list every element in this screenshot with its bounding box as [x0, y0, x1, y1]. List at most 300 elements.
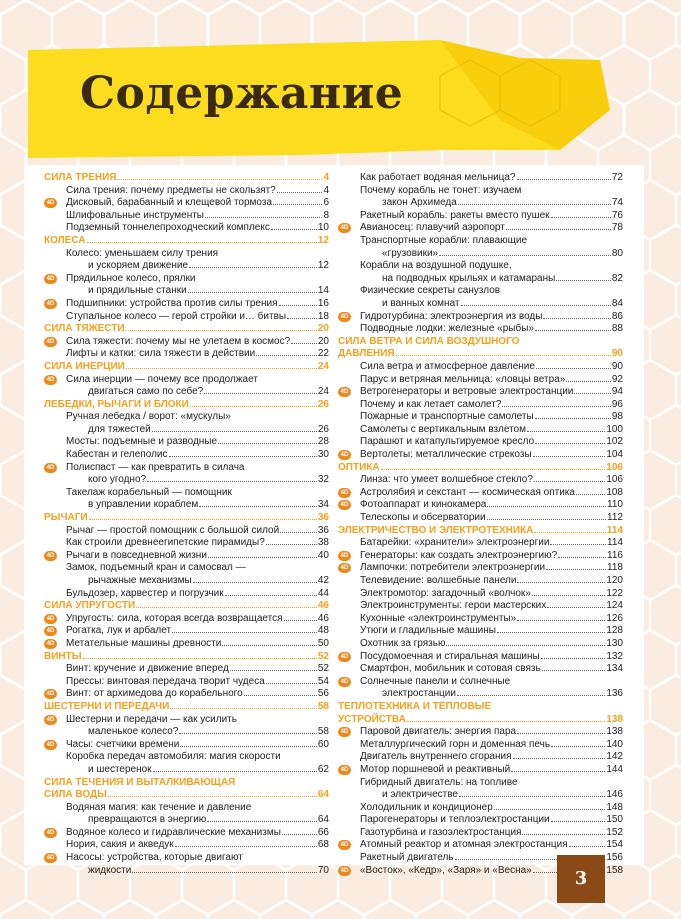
page-ref: 110: [607, 499, 623, 511]
toc-line: [338, 399, 623, 412]
leader-dots: [170, 708, 317, 709]
toc-line: [338, 613, 623, 626]
leader-dots: [179, 733, 316, 734]
leader-dots: [517, 582, 605, 583]
page-ref: 32: [317, 474, 329, 486]
entry-title: Сила трения: почему предметы не скользят?: [66, 184, 276, 196]
section-title: ОПТИКА: [338, 461, 380, 473]
toc-section[interactable]: [44, 235, 329, 248]
entry-title: Шестерни и передачи — как усилить: [66, 713, 237, 725]
toc-entry[interactable]: [44, 550, 329, 563]
leader-dots: [541, 658, 606, 659]
toc-line: [44, 197, 329, 210]
toc-entry[interactable]: [44, 210, 329, 223]
leader-dots: [407, 721, 605, 722]
toc-line: [338, 348, 623, 361]
leader-dots: [513, 758, 606, 759]
toc-entry[interactable]: [44, 562, 329, 587]
leader-dots: [153, 771, 317, 772]
toc-line: [44, 827, 329, 840]
4d-badge-icon: 4D: [338, 500, 351, 510]
toc-section[interactable]: [44, 323, 329, 336]
toc-entry[interactable]: [44, 839, 329, 852]
toc-section[interactable]: [338, 701, 623, 726]
toc-line: [338, 777, 623, 790]
toc-entry[interactable]: [44, 487, 329, 512]
toc-entry[interactable]: [44, 802, 329, 827]
toc-entry[interactable]: [338, 374, 623, 387]
4d-badge-icon: 4D: [44, 375, 57, 385]
entry-title: превращаются в энергию: [88, 814, 207, 826]
toc-line: [338, 600, 623, 613]
toc-line: [44, 185, 329, 198]
leader-dots: [527, 431, 605, 432]
page-ref: 58: [317, 700, 329, 712]
toc-line: [44, 222, 329, 235]
toc-entry[interactable]: [44, 462, 329, 487]
page-ref: 20: [317, 335, 329, 347]
toc-entry[interactable]: [44, 311, 329, 324]
page-ref: 26: [317, 398, 329, 410]
toc-line: [338, 789, 623, 802]
toc-entry[interactable]: [338, 550, 623, 563]
entry-title: рычажные механизмы: [88, 575, 192, 586]
entry-title: и ускоряем движение: [88, 260, 189, 272]
page-ref: 106: [606, 474, 623, 486]
toc-line: [338, 424, 623, 437]
entry-title: Дисковый, барабанный и клещевой тормоза: [66, 197, 273, 209]
leader-dots: [550, 544, 606, 545]
toc-entry[interactable]: [44, 852, 329, 877]
entry-title: Генераторы: как создать электроэнергию?: [360, 549, 558, 561]
toc-line: [338, 474, 623, 487]
entry-title: Нория, сакия и акведук: [66, 839, 174, 851]
toc-entry[interactable]: [338, 487, 623, 500]
leader-dots: [205, 217, 322, 218]
toc-entry[interactable]: [44, 436, 329, 449]
toc-entry[interactable]: [338, 399, 623, 412]
4d-badge-icon: 4D: [44, 614, 57, 624]
toc-entry[interactable]: [338, 663, 623, 676]
toc-line: [44, 336, 329, 349]
leader-dots: [458, 204, 611, 205]
leader-dots: [188, 292, 317, 293]
toc-entry[interactable]: [338, 436, 623, 449]
page-ref: 10: [317, 222, 329, 234]
toc-line: [44, 436, 329, 449]
leader-dots: [487, 506, 606, 507]
toc-line: [338, 273, 623, 286]
leader-dots: [506, 229, 611, 230]
entry-title: Вертолеты: металлические стрекозы: [360, 449, 532, 461]
toc-line: [338, 311, 623, 324]
leader-dots: [87, 242, 317, 243]
toc-entry[interactable]: [338, 814, 623, 827]
toc-entry[interactable]: [338, 499, 623, 512]
entry-title: Замок, подъемный кран и самосвал —: [66, 562, 246, 574]
leader-dots: [189, 267, 317, 268]
leader-dots: [190, 406, 317, 407]
toc-line: [44, 248, 329, 261]
toc-entry[interactable]: [44, 411, 329, 436]
toc-section[interactable]: [44, 600, 329, 613]
4d-badge-icon: 4D: [44, 198, 57, 208]
page-ref: 86: [611, 310, 623, 322]
4d-badge-icon: 4D: [44, 274, 57, 284]
entry-title: Винт: кручение и движение вперед: [66, 663, 229, 675]
toc-line: [44, 462, 329, 475]
entry-title: Водяная магия: как течение и давление: [66, 801, 252, 813]
4d-badge-icon: 4D: [338, 677, 351, 687]
toc-entry[interactable]: [338, 839, 623, 852]
leader-dots: [152, 431, 317, 432]
toc-entry[interactable]: [44, 374, 329, 399]
toc-line: [44, 550, 329, 563]
leader-dots: [180, 746, 316, 747]
entry-title: Физические секреты санузлов: [360, 285, 501, 297]
toc-entry[interactable]: [338, 260, 623, 285]
entry-title: маленькое колесо?: [88, 726, 179, 738]
toc-entry[interactable]: [44, 197, 329, 210]
toc-line: [44, 575, 329, 588]
toc-entry[interactable]: [44, 588, 329, 601]
leader-dots: [207, 821, 317, 822]
toc-line: [338, 235, 623, 248]
leader-dots: [502, 406, 610, 407]
page-ref: 114: [607, 537, 623, 549]
toc-entry[interactable]: [338, 651, 623, 664]
toc-section[interactable]: [44, 172, 329, 185]
page-ref: 116: [607, 549, 623, 561]
entry-title: Парогенераторы и теплоэлектростанции: [360, 814, 550, 826]
toc-entry[interactable]: [44, 625, 329, 638]
entry-title: и электричестве: [382, 789, 458, 801]
toc-entry[interactable]: [44, 348, 329, 361]
toc-line: [44, 688, 329, 701]
toc-section[interactable]: [44, 512, 329, 525]
toc-section[interactable]: [44, 399, 329, 412]
toc-entry[interactable]: [338, 625, 623, 638]
entry-title: Парашют и катапультируемое кресло: [360, 436, 535, 448]
4d-badge-icon: 4D: [44, 551, 57, 561]
toc-entry[interactable]: [338, 638, 623, 651]
entry-title: Транспортные корабли: плавающие: [360, 234, 528, 246]
4d-badge-icon: 4D: [44, 299, 57, 309]
toc-line: [44, 525, 329, 538]
leader-dots: [576, 494, 605, 495]
toc-entry[interactable]: [338, 235, 623, 260]
page-ref: 50: [317, 637, 329, 649]
page-ref: 48: [317, 625, 329, 637]
page-ref: 42: [317, 575, 329, 586]
toc-entry[interactable]: [338, 210, 623, 223]
toc-entry[interactable]: [338, 802, 623, 815]
entry-title: Газотурбина и газоэлектростанция: [360, 826, 522, 838]
entry-title: Кабестан и гелеполис: [66, 449, 168, 461]
leader-dots: [280, 532, 317, 533]
page-ref: 4: [323, 184, 329, 196]
page-ref: 60: [317, 738, 329, 750]
leader-dots: [172, 632, 317, 633]
section-title: КОЛЕСА: [44, 234, 86, 246]
toc-entry[interactable]: [44, 739, 329, 752]
page-number: 3: [557, 855, 605, 903]
toc-entry[interactable]: [44, 185, 329, 198]
toc-section[interactable]: [338, 336, 623, 361]
page-ref: 58: [317, 726, 329, 738]
page-ref: 128: [606, 625, 623, 637]
page-ref: 130: [606, 637, 623, 649]
toc-line: [44, 751, 329, 764]
toc-entry[interactable]: [338, 575, 623, 588]
toc-entry[interactable]: [338, 311, 623, 324]
toc-line: [338, 802, 623, 815]
toc-line: [44, 449, 329, 462]
toc-line: [338, 411, 623, 424]
toc-line: [338, 739, 623, 752]
toc-entry[interactable]: [44, 714, 329, 739]
leader-dots: [536, 368, 611, 369]
toc-entry[interactable]: [338, 764, 623, 777]
toc-entry[interactable]: [338, 474, 623, 487]
leader-dots: [126, 368, 317, 369]
leader-dots: [266, 544, 317, 545]
toc-entry[interactable]: [44, 751, 329, 776]
section-title: РЫЧАГИ: [44, 512, 88, 524]
toc-entry[interactable]: [44, 273, 329, 298]
toc-entry[interactable]: [44, 688, 329, 701]
toc-section[interactable]: [44, 777, 329, 802]
toc-section[interactable]: [44, 651, 329, 664]
toc-entry[interactable]: [338, 424, 623, 437]
toc-entry[interactable]: [338, 411, 623, 424]
toc-line: [44, 298, 329, 311]
page-ref: 138: [606, 713, 623, 725]
section-title: СИЛА ТЯЖЕСТИ: [44, 323, 125, 335]
toc-entry[interactable]: [44, 827, 329, 840]
section-title: СИЛА ВЕТРА И СИЛА ВОЗДУШНОГО: [338, 335, 520, 347]
toc-entry[interactable]: [338, 449, 623, 462]
leader-dots: [147, 481, 317, 482]
toc-line: [338, 751, 623, 764]
leader-dots: [277, 192, 323, 193]
toc-line: [44, 273, 329, 286]
page-ref: 148: [606, 801, 623, 813]
4d-badge-icon: 4D: [338, 727, 351, 737]
toc-line: [338, 449, 623, 462]
toc-line: [44, 562, 329, 575]
toc-entry[interactable]: [338, 600, 623, 613]
entry-title: Почему корабль не тонет: изучаем: [360, 184, 522, 196]
leader-dots: [244, 695, 317, 696]
page-ref: 68: [317, 839, 329, 851]
toc-entry[interactable]: [44, 676, 329, 689]
toc-line: [44, 374, 329, 387]
page-ref: 18: [317, 310, 329, 322]
page-ref: 142: [606, 751, 623, 763]
toc-section[interactable]: [338, 525, 623, 538]
leader-dots: [497, 632, 605, 633]
entry-title: Сила ветра и атмосферное давление: [360, 360, 535, 372]
entry-title: электростанции: [382, 688, 456, 700]
toc-line: [44, 487, 329, 500]
page-ref: 12: [317, 234, 329, 246]
toc-line: [44, 625, 329, 638]
toc-line: [44, 537, 329, 550]
toc-entry[interactable]: [338, 386, 623, 399]
4d-badge-icon: 4D: [44, 639, 57, 649]
leader-dots: [83, 658, 317, 659]
toc-line: [338, 827, 623, 840]
toc-entry[interactable]: [44, 298, 329, 311]
entry-title: «Восток», «Кедр», «Заря» и «Весна»: [360, 864, 532, 876]
toc-line: [44, 512, 329, 525]
toc-entry[interactable]: [338, 726, 623, 739]
toc-entry[interactable]: [338, 222, 623, 235]
toc-entry[interactable]: [338, 361, 623, 374]
toc-entry[interactable]: [44, 525, 329, 538]
toc-entry[interactable]: [44, 336, 329, 349]
entry-title: «грузовики»: [382, 247, 439, 259]
section-title: СИЛА УПРУГОСТИ: [44, 600, 136, 612]
toc-line: [338, 764, 623, 777]
page-ref: 44: [317, 587, 329, 599]
toc-entry[interactable]: [44, 449, 329, 462]
leader-dots: [218, 443, 317, 444]
leader-dots: [439, 255, 611, 256]
toc-line: [44, 399, 329, 412]
leader-dots: [535, 330, 611, 331]
page-ref: 100: [606, 423, 623, 435]
page-ref: 122: [606, 587, 623, 599]
4d-badge-icon: 4D: [44, 853, 57, 863]
toc-line: [338, 638, 623, 651]
entry-title: Часы: счетчики времени: [66, 738, 180, 750]
toc-line: [338, 562, 623, 575]
toc-entry[interactable]: [338, 613, 623, 626]
page-ref: 76: [611, 209, 623, 221]
toc-entry[interactable]: [338, 588, 623, 601]
leader-dots: [222, 645, 317, 646]
toc-line: [338, 285, 623, 298]
toc-line: [44, 260, 329, 273]
entry-title: Батарейки: «хранители» электроэнергии: [360, 537, 550, 549]
entry-title: Гибридный двигатель: на топливе: [360, 776, 518, 788]
toc-line: [338, 663, 623, 676]
page-ref: 146: [606, 789, 623, 801]
leader-dots: [291, 343, 317, 344]
leader-dots: [535, 418, 611, 419]
leader-dots: [193, 582, 317, 583]
4d-badge-icon: 4D: [44, 337, 57, 347]
leader-dots: [457, 695, 605, 696]
toc-entry[interactable]: [338, 562, 623, 575]
toc-entry[interactable]: [338, 676, 623, 701]
toc-entry[interactable]: [338, 172, 623, 185]
leader-dots: [522, 834, 605, 835]
toc-entry[interactable]: [44, 222, 329, 235]
page-ref: 156: [606, 852, 623, 864]
entry-title: Лампочки: потребители электроэнергии: [360, 562, 546, 574]
entry-title: Солнечные панели и солнечные: [360, 675, 511, 687]
leader-dots: [381, 469, 606, 470]
page-ref: 94: [611, 386, 623, 398]
entry-title: и ванных комнат: [382, 297, 460, 309]
toc-entry[interactable]: [44, 663, 329, 676]
entry-title: Посудомоечная и стиральная машины: [360, 650, 540, 662]
page-ref: 92: [611, 373, 623, 385]
toc-entry[interactable]: [338, 512, 623, 525]
page-ref: 6: [323, 197, 329, 209]
page-ref: 78: [611, 222, 623, 234]
toc-section[interactable]: [44, 701, 329, 714]
leader-dots: [461, 305, 611, 306]
leader-dots: [282, 834, 317, 835]
entry-title: Полиспаст — как превратить в силача: [66, 461, 245, 473]
leader-dots: [266, 683, 317, 684]
page-ref: 74: [611, 197, 623, 209]
toc-entry[interactable]: [338, 537, 623, 550]
toc-entry[interactable]: [44, 537, 329, 550]
leader-dots: [287, 318, 317, 319]
toc-line: [44, 839, 329, 852]
page-ref: 14: [317, 285, 329, 297]
leader-dots: [574, 393, 610, 394]
toc-line: [44, 764, 329, 777]
toc-line: [44, 676, 329, 689]
leader-dots: [551, 217, 611, 218]
toc-line: [44, 172, 329, 185]
page-ref: 84: [611, 297, 623, 309]
toc-entry[interactable]: [338, 323, 623, 336]
entry-title: и шестеренок: [88, 763, 152, 775]
toc-entry[interactable]: [338, 285, 623, 310]
entry-title: Рычаг — простой помощник с большой силой: [66, 524, 280, 536]
toc-entry[interactable]: [44, 248, 329, 273]
toc-entry[interactable]: [338, 185, 623, 210]
toc-entry[interactable]: [44, 638, 329, 651]
toc-entry[interactable]: [338, 827, 623, 840]
4d-badge-icon: 4D: [44, 828, 57, 838]
toc-entry[interactable]: [44, 613, 329, 626]
leader-dots: [517, 733, 605, 734]
toc-line: [44, 663, 329, 676]
entry-title: Ручная лебедка / ворот: «мускулы»: [66, 411, 231, 423]
page-ref: 140: [606, 738, 623, 750]
toc-entry[interactable]: [338, 777, 623, 802]
entry-title: Атомный реактор и атомная электростанция: [360, 839, 568, 851]
toc-section[interactable]: [338, 462, 623, 475]
toc-entry[interactable]: [338, 751, 623, 764]
toc-section[interactable]: [44, 361, 329, 374]
entry-title: Авианосец: плавучий аэропорт: [360, 222, 505, 234]
entry-title: Ракетный корабль: ракеты вместо пушек: [360, 209, 550, 221]
page-ref: 12: [317, 260, 329, 272]
toc-entry[interactable]: [338, 739, 623, 752]
toc-line: [338, 386, 623, 399]
leader-dots: [256, 355, 317, 356]
page-ref: 124: [606, 600, 623, 612]
toc-line: [338, 726, 623, 739]
leader-dots: [230, 670, 317, 671]
toc-line: [44, 701, 329, 714]
toc-line: [338, 462, 623, 475]
page-ref: 52: [317, 650, 329, 662]
page-ref: 34: [317, 499, 329, 511]
4d-badge-icon: 4D: [338, 765, 351, 775]
leader-dots: [532, 595, 605, 596]
section-title: СИЛА ТЕЧЕНИЯ И ВЫТАЛКИВАЮЩАЯ: [44, 776, 236, 788]
